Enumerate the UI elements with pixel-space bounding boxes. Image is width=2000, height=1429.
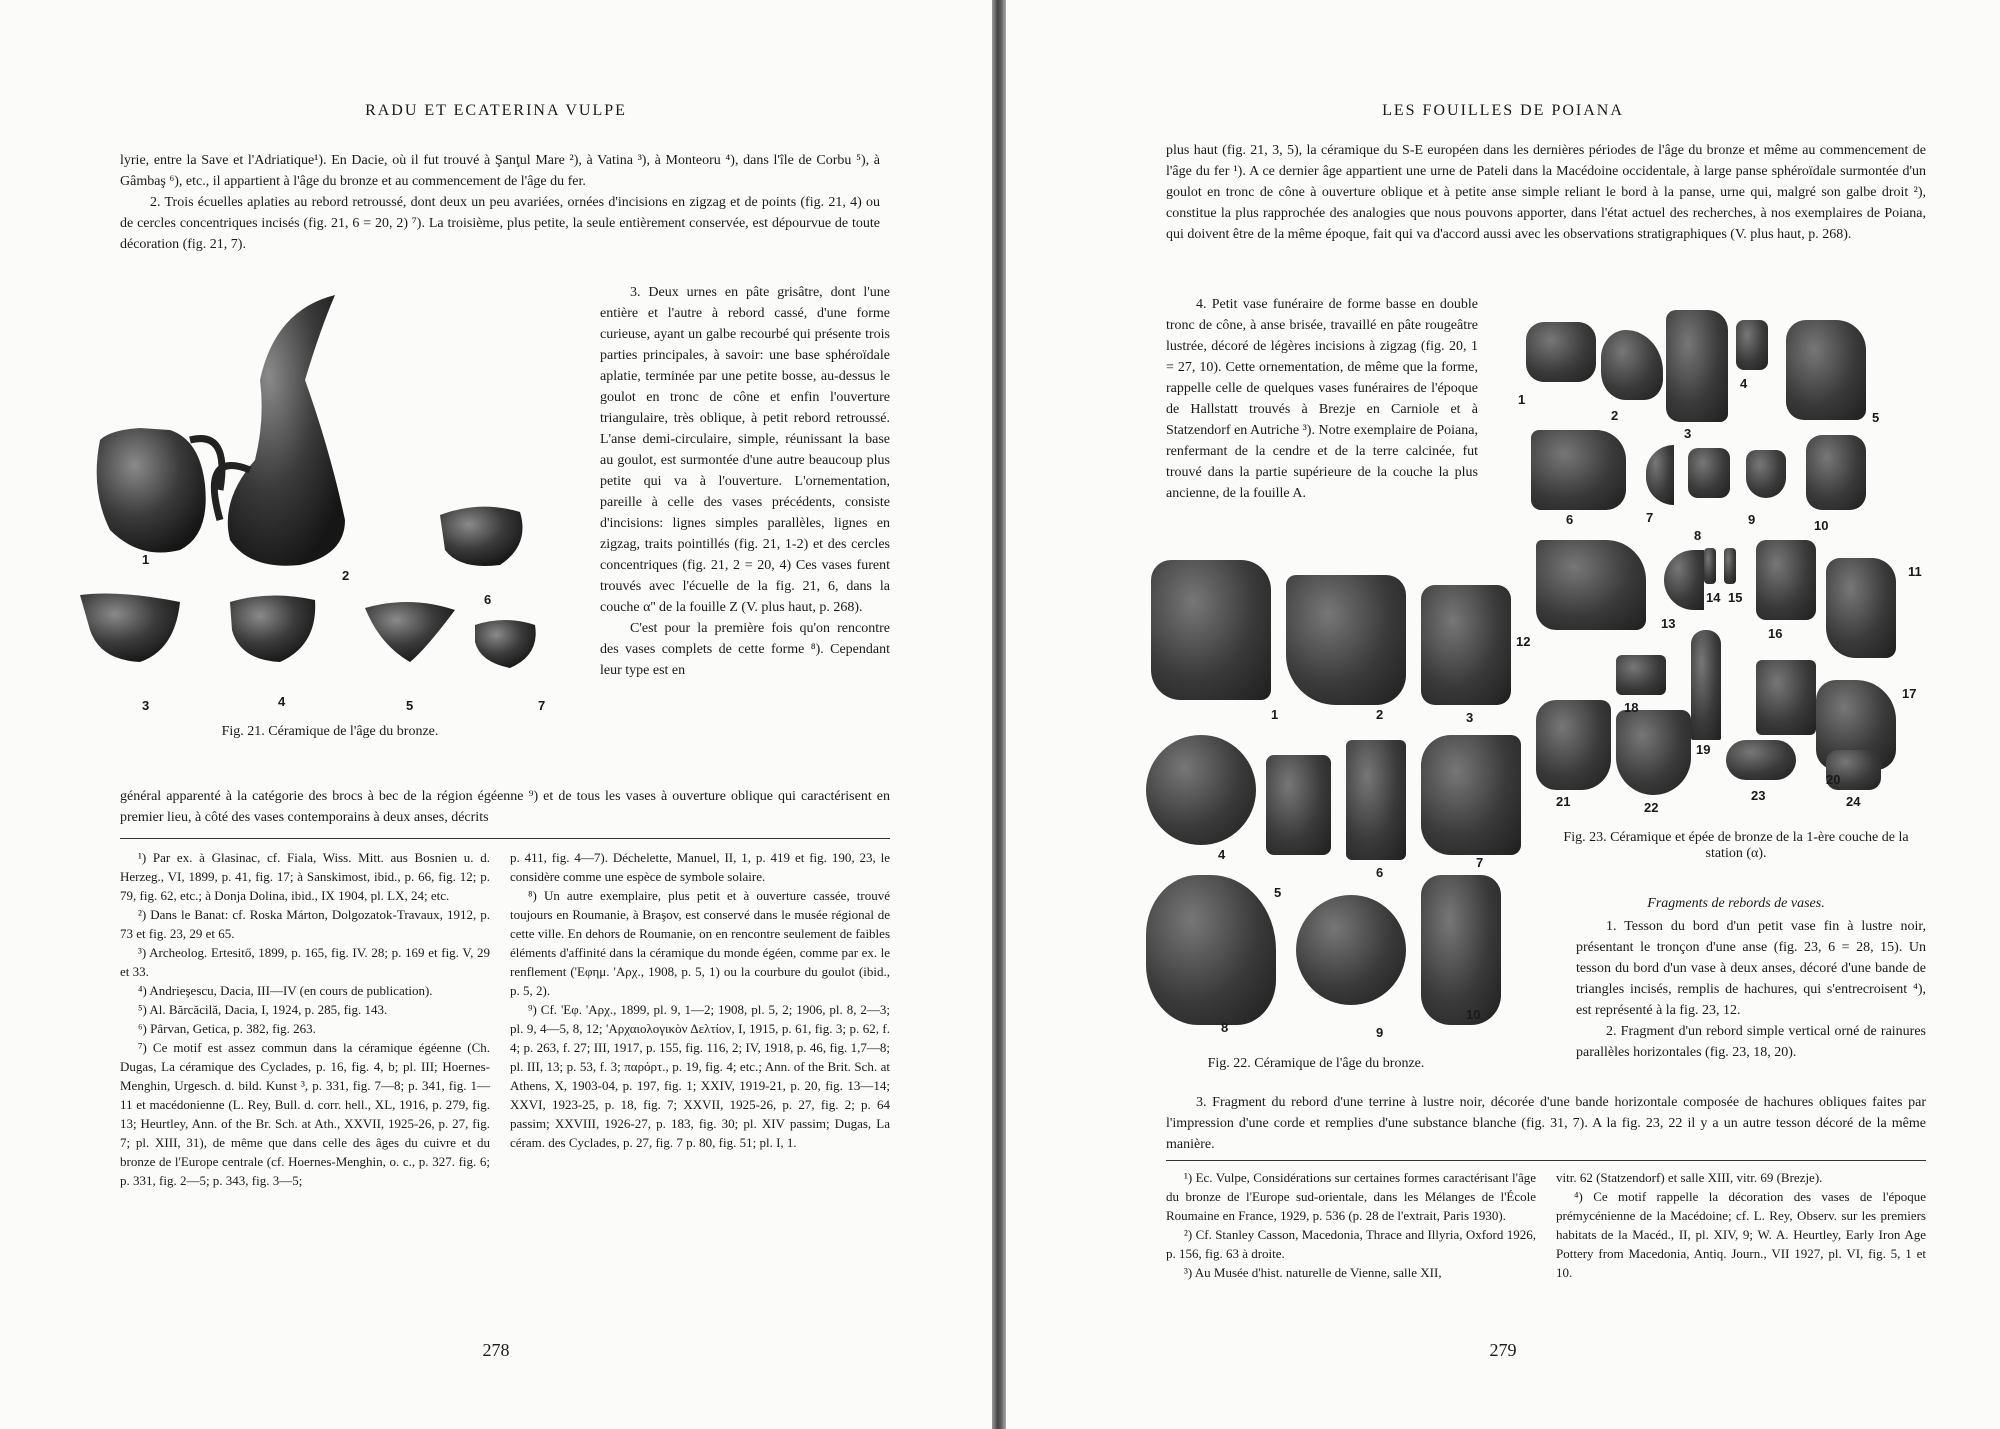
left-side-text <box>600 282 890 681</box>
left-bottom-text: général apparenté à la catégorie des brocs à bec de la région égéenne ⁹) et de tous les vases à ouverture oblique qui caractérisent en premier lieu, à côté des vases contemporains à deux anses, décrits <box>120 789 890 825</box>
figure-label: 2 <box>1376 707 1384 722</box>
page-number-left: 278 <box>482 1340 510 1360</box>
figure-label: 10 <box>1814 518 1829 533</box>
left-page <box>0 0 992 1429</box>
footnote: ⁷) Ce motif est assez commun dans la céramique égéenne (Ch. Dugas, La céramique des Cyclades, p. 16, fig. 4, b; pl. III; Hoernes-Menghin, Urgesch. d. bild. Kunst ³, p. 331, fig. 7—8; p. 341, fig. 1—11 et macédonienne (L. Rey, Bull. d. corr. hell., XL, 1916, p. 279, fig. 13; Heurtley, Ann. of the Br. Sch. at Ath., XXVII, 1925-26, p. 27, fig. 7; pl. XIII, 31), de même que dans celle des âges du cuivre et du bronze de l'Europe centrale (cf. Hoernes-Menghin, o. c., p. 327. fig. 6; p. 331, fig. 2—5; p. 343, fig. 3—5; <box>120 1040 490 1188</box>
left-top-text <box>120 150 880 255</box>
figure-label: 16 <box>1768 626 1783 641</box>
figure-21 <box>80 290 600 720</box>
footnote: ⁹) Cf. 'Εφ. 'Αρχ., 1899, pl. 9, 1—2; 1908, pl. 5, 2; 1906, pl. 8, 2—3; pl. 9, 4—5, 8, 12; 'Αρχαιολογικὸν Δελτίον, I, 1915, p. 61, fig. 3; p. 62, f. 4; p. 263, f. 27; III, 1917, p. 155, fig. 116, 2; IV, 1918, p. 46, fig. 1,7—8; pl. III, 13; p. 53, f. 3; παρόρτ., p. 19, fig. 4; etc.; Ann. of the Brit. Sch. at Athens, X, 1903-04, p. 197, fig. 1; XXIV, 1919-21, p. 20, fig. 13—14; XXVI, 1923-25, p. 18, fig. 7; XXVII, 1925-26, p. 27, fig. 2; p. 64 passim; XXVIII, 1926-27, p. 183, fig. 30; pl. XIV passim; Dugas, La céram. des Cyclades, p. 27, fig. 7 p. 80, fig. 51; pl. I, 1. <box>510 1002 890 1150</box>
figure-label: 4 <box>1740 376 1748 391</box>
figure-label: 6 <box>1376 865 1384 880</box>
figure-label: 3 <box>1684 426 1692 441</box>
figure-label: 17 <box>1902 686 1917 701</box>
figure-label: 4 <box>1218 847 1226 862</box>
footnote-rule <box>120 838 890 839</box>
figure-label: 9 <box>1376 1025 1384 1040</box>
figure-label: 1 <box>1271 707 1279 722</box>
figure-21-caption: Fig. 21. Céramique de l'âge du bronze. <box>221 724 439 739</box>
figure-label: 2 <box>342 568 350 583</box>
paragraph: 3. Deux urnes en pâte grisâtre, dont l'une entière et l'autre à rebord cassé, d'une forme curieuse, ayant un galbe recourbé qui présente trois parties principales, à savoir: une base sphéroïdale aplatie, terminée par une petite bosse, au-dessus le goulot en tronc de cône et enfin l'ouverture triangulaire, très oblique, à petit rebord retroussé. L'anse demi-circulaire, simple, réunissant la base au goulot, est surmontée d'une autre beaucoup plus petite qui va à l'ouverture. L'ornementation, pareille à celle des vases précédents, consiste d'incisions: lignes simples parallèles, lignes en zigzag, traits pointillés (fig. 21, 1-2) et des cercles concentriques (fig. 21, 2 = 20, 4) Ces vases furent trouvés avec l'écuelle de la fig. 21, 6, dans la couche α'' de la fouille Z (V. plus haut, p. 268). <box>600 285 890 615</box>
footnote: ⁸) Un autre exemplaire, plus petit et à ouverture cassée, trouvé toujours en Roumanie, à Braşov, est conservé dans le musée régional de cette ville. En dehors de Roumanie, on en rencontre seulement de faibles éléments d'affinité dans la céramique du monde égéen, comme par ex. le renflement ('Εφημ. 'Αρχ., 1908, p. 5, 1) ou la courbure du goulot (ibid., p. 5, 2). <box>510 888 890 998</box>
footnote: ⁵) Al. Bărcăcilă, Dacia, I, 1924, p. 285, fig. 143. <box>138 1002 388 1017</box>
paragraph: C'est pour la première fois qu'on rencontre des vases complets de cette forme ⁸). Cependant leur type est en <box>600 621 890 678</box>
footnote: ¹) Ec. Vulpe, Considérations sur certaines formes caractérisant l'âge du bronze de l'Europe sud-orientale, dans les Mélanges de l'École Roumaine en France, 1929, p. 536 (p. 28 de l'extrait, Paris 1930). <box>1166 1170 1536 1223</box>
figure-22 <box>1146 555 1546 1055</box>
figure-label: 8 <box>1221 1020 1229 1035</box>
figure-label: 1 <box>142 552 150 567</box>
figure-label: 24 <box>1846 794 1861 809</box>
rebord-text <box>1576 916 1926 1063</box>
figure-label: 10 <box>1466 1007 1481 1022</box>
figure-label: 13 <box>1661 616 1676 631</box>
figure-label: 5 <box>1274 885 1282 900</box>
figure-22-caption: Fig. 22. Céramique de l'âge du bronze. <box>1207 1056 1425 1071</box>
figure-label: 6 <box>484 592 492 607</box>
footnote: ⁴) Andrieşescu, Dacia, III—IV (en cours de publication). <box>138 983 433 998</box>
figure-label: 8 <box>1694 528 1702 543</box>
footnote: ³) Archeolog. Ertesitő, 1899, p. 165, fig. IV. 28; p. 169 et fig. V, 29 et 33. <box>120 945 490 979</box>
figure-label: 7 <box>1476 855 1484 870</box>
figure-label: 23 <box>1751 788 1766 803</box>
right-top-text: plus haut (fig. 21, 3, 5), la céramique du S-E européen dans les dernières périodes de l'âge du bronze et même au commencement de l'âge du fer ¹). A ce dernier âge appartient une urne de Pateli dans la Macédoine occidentale, à large panse sphéroïdale surmontée d'un goulot en tronc de cône à ouverture oblique et à petite anse simple reliant le bord à la panse, urne qui, malgré son galbe droit ²), constitue la plus rapprochée des analogies que nous pouvons apporter, dans l'état actuel des recherches, à nos exemplaires de Poiana, qui doivent être de la même époque, fait qui va d'accord aussi avec les observations stratigraphiques (V. plus haut, p. 268). <box>1166 143 1926 242</box>
figure-label: 19 <box>1696 742 1711 757</box>
paragraph: 1. Tesson du bord d'un petit vase fin à lustre noir, présentant le tronçon d'une anse (fig. 23, 6 = 28, 15). Un tesson du bord d'un vase à deux anses, décoré d'une bande de triangles incisés, remplis de hachures, qui s'entrecroisent ⁴), est représenté à la fig. 23, 12. <box>1576 919 1926 1018</box>
figure-23 <box>1496 300 1926 820</box>
figure-label: 7 <box>538 698 546 713</box>
right-side-text <box>1166 294 1478 504</box>
figure-label: 22 <box>1644 800 1659 815</box>
footnote: ¹) Par ex. à Glasinac, cf. Fiala, Wiss. Mitt. aus Bosnien u. d. Herzeg., VI, 1899, p. 41, fig. 17; à Sanskimost, ibid., p. 66, fig. 12; p. 79, fig. 62, etc.; à Donja Dolina, ibid., IX 1904, pl. LX, 24; etc. <box>120 850 490 903</box>
figure-label: 1 <box>1518 392 1526 407</box>
footnotes-right-col <box>1556 1168 1926 1282</box>
figure-label: 7 <box>1646 510 1654 525</box>
pottery-photos <box>80 290 600 720</box>
footnote: ⁴) Ce motif rappelle la décoration des vases de l'époque prémycénienne de la Macédoine; cf. L. Rey, Observ. sur les premiers habitats de la Macéd., II, pl. XIV, 9; W. A. Heurtley, Early Iron Age Pottery from Macedonia, Antiq. Journ., VII 1927, pl. VI, fig. 5, 1 et 10. <box>1556 1189 1926 1280</box>
figure-label: 21 <box>1556 794 1571 809</box>
footnotes-right-col <box>510 848 890 1152</box>
paragraph: 3. Fragment du rebord d'une terrine à lustre noir, décorée d'une bande horizontale composée de hachures obliques faites par l'impression d'une corde et remplies d'une substance blanche (fig. 31, 7). A la fig. 23, 22 il y a un autre tesson décoré de la même manière. <box>1166 1095 1926 1152</box>
paragraph: 2. Trois écuelles aplaties au rebord retroussé, dont deux un peu avariées, ornées d'incisions en zigzag et de points (fig. 21, 4) ou de cercles concentriques incisés (fig. 21, 6 = 20, 2) ⁷). La troisième, plus petite, la seule entièrement conservée, est dépourvue de toute décoration (fig. 21, 7). <box>120 195 880 252</box>
footnote: ²) Dans le Banat: cf. Roska Márton, Dolgozatok-Travaux, 1912, p. 73 et fig. 23, 29 et 65. <box>120 907 490 941</box>
footnote: ²) Cf. Stanley Casson, Macedonia, Thrace and Illyria, Oxford 1926, p. 156, fig. 63 à droite. <box>1166 1227 1536 1261</box>
figure-label: 3 <box>142 698 150 713</box>
paragraph: lyrie, entre la Save et l'Adriatique¹). En Dacie, où il fut trouvé à Şanţul Mare ²), à Vatina ³), à Monteoru ⁴), dans l'île de Corbu ⁵), à Gâmbaş ⁶), etc., il appartient à l'âge du bronze et au commencement de l'âge du fer. <box>120 153 880 189</box>
figure-23-caption: Fig. 23. Céramique et épée de bronze de la 1-ère couche de la station (α). <box>1563 830 1909 861</box>
paragraph: 2. Fragment d'un rebord simple vertical orné de rainures parallèles horizontales (fig. 23, 18, 20). <box>1576 1024 1926 1060</box>
figure-label: 4 <box>278 694 286 709</box>
footnote: ⁶) Pârvan, Getica, p. 382, fig. 263. <box>138 1021 316 1036</box>
running-head-left: RADU ET ECATERINA VULPE <box>365 102 627 119</box>
right-bottom-text <box>1166 1092 1926 1155</box>
figure-label: 15 <box>1728 590 1743 605</box>
footnote: p. 411, fig. 4—7). Déchelette, Manuel, II, 1, p. 419 et fig. 190, 23, le considère comme une espèce de symbole solaire. <box>510 850 890 884</box>
figure-label: 6 <box>1566 512 1574 527</box>
figure-label: 14 <box>1706 590 1721 605</box>
footnote: vitr. 62 (Statzendorf) et salle XIII, vitr. 69 (Brezje). <box>1556 1170 1823 1185</box>
figure-label: 18 <box>1624 700 1639 715</box>
figure-label: 9 <box>1748 512 1756 527</box>
figure-23-subtitle: Fragments de rebords de vases. <box>1647 896 1825 911</box>
footnote-rule <box>1166 1160 1926 1161</box>
figure-label: 12 <box>1516 634 1531 649</box>
paragraph: 4. Petit vase funéraire de forme basse en double tronc de cône, à anse brisée, travaillé en pâte rougeâtre lustrée, décoré de légères incisions à zigzag (fig. 20, 1 = 27, 10). Cette ornementation, de même que la forme, rappelle celle de quelques vases funéraires de l'époque de Hallstatt trouvés à Brezje en Carniole et à Statzendorf en Autriche ³). Notre exemplaire de Poiana, renfermant de la cendre et de la terre calcinée, fut trouvé dans la partie supérieure de la couche la plus ancienne, de la fouille A. <box>1166 297 1478 501</box>
figure-label: 20 <box>1826 772 1841 787</box>
book-gutter <box>992 0 1006 1429</box>
running-head-right: LES FOUILLES DE POIANA <box>1382 102 1624 119</box>
footnotes-left-col <box>1166 1168 1536 1282</box>
figure-label: 2 <box>1611 408 1619 423</box>
figure-label: 5 <box>1872 410 1880 425</box>
page-number-right: 279 <box>1489 1340 1517 1360</box>
figure-label: 5 <box>406 698 414 713</box>
right-page <box>1006 0 2000 1429</box>
footnote: ³) Au Musée d'hist. naturelle de Vienne, salle XII, <box>1184 1265 1442 1280</box>
figure-label: 11 <box>1908 564 1922 579</box>
footnotes-left-col <box>120 848 490 1190</box>
figure-label: 3 <box>1466 710 1474 725</box>
